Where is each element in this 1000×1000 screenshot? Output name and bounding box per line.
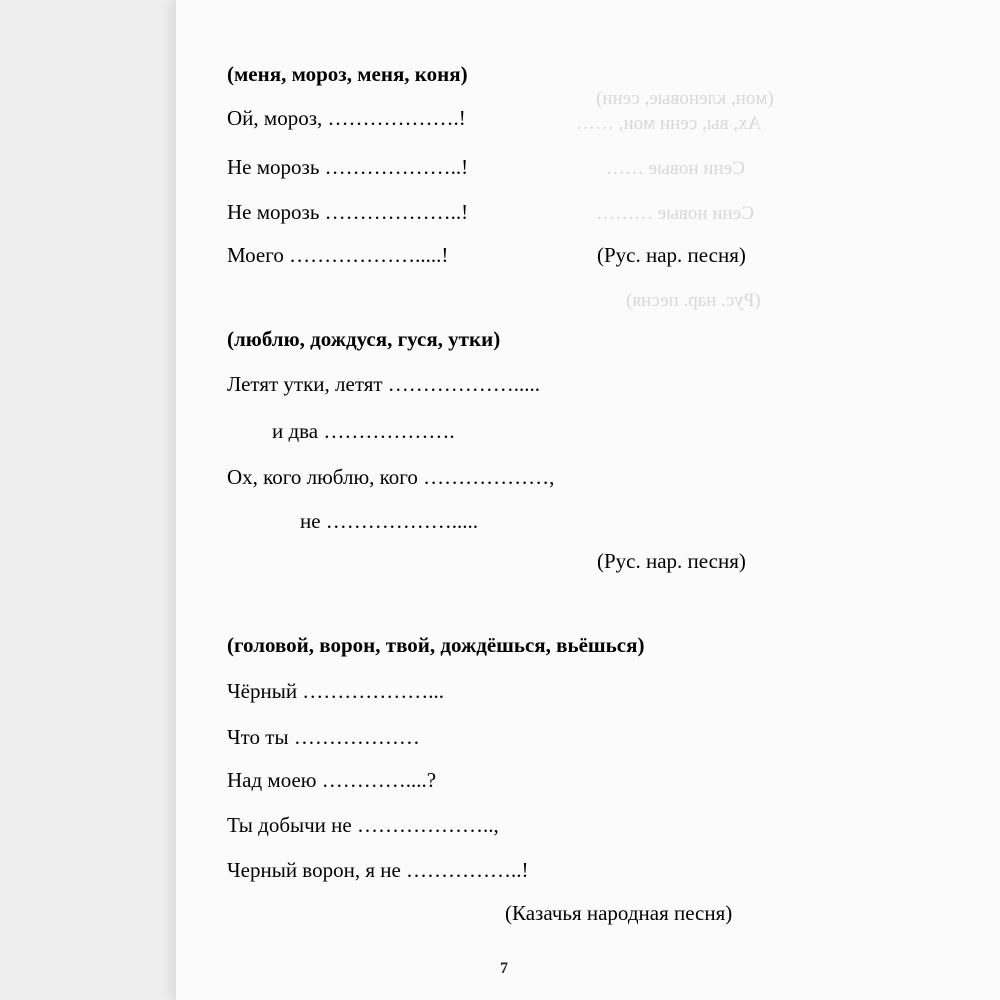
verse-line: Не морозь ………………..!: [227, 155, 469, 179]
verse-line: Чёрный ………………...: [227, 679, 445, 703]
word-bank-heading: (меня, мороз, меня, коня): [227, 62, 468, 86]
song-source: (Рус. нар. песня): [597, 243, 746, 267]
verse-line: Летят утки, летят ……………….....: [227, 372, 541, 396]
word-bank-heading: (головой, ворон, твой, дождёшься, вьёшься): [227, 633, 645, 657]
song-section-2: [227, 327, 787, 587]
page-number: 7: [500, 960, 508, 977]
verse-line: Что ты ………………: [227, 725, 420, 749]
song-source: (Рус. нар. песня): [597, 549, 746, 573]
verse-line: Ох, кого люблю, кого ………………,: [227, 465, 555, 489]
verse-line: Моего ……………….....!: [227, 243, 449, 267]
bleed-through-text: (Рус. нар. песня): [626, 290, 761, 311]
bleed-through-text: Сени новые ………: [596, 203, 755, 224]
verse-line: Ой, мороз, ……………….!: [227, 106, 466, 130]
song-section-1: [227, 62, 787, 282]
bleed-through-text: (мон, кленовые, сени): [596, 88, 774, 109]
verse-line: не ……………….....: [300, 509, 479, 533]
bleed-through-text: Сени новые ……: [606, 158, 746, 179]
verse-line: и два ……………….: [272, 419, 455, 443]
song-section-3: [227, 633, 787, 933]
verse-line: Ты добычи не ………………..,: [227, 813, 499, 837]
word-bank-heading: (люблю, дождуся, гуся, утки): [227, 327, 501, 351]
verse-line: Не морозь ………………..!: [227, 200, 469, 224]
song-source: (Казачья народная песня): [505, 901, 733, 925]
bleed-through-text: Ах, вы, сени мои, ……: [576, 113, 762, 134]
verse-line: Черный ворон, я не ……………..!: [227, 858, 529, 882]
verse-line: Над моею …………....?: [227, 768, 437, 792]
